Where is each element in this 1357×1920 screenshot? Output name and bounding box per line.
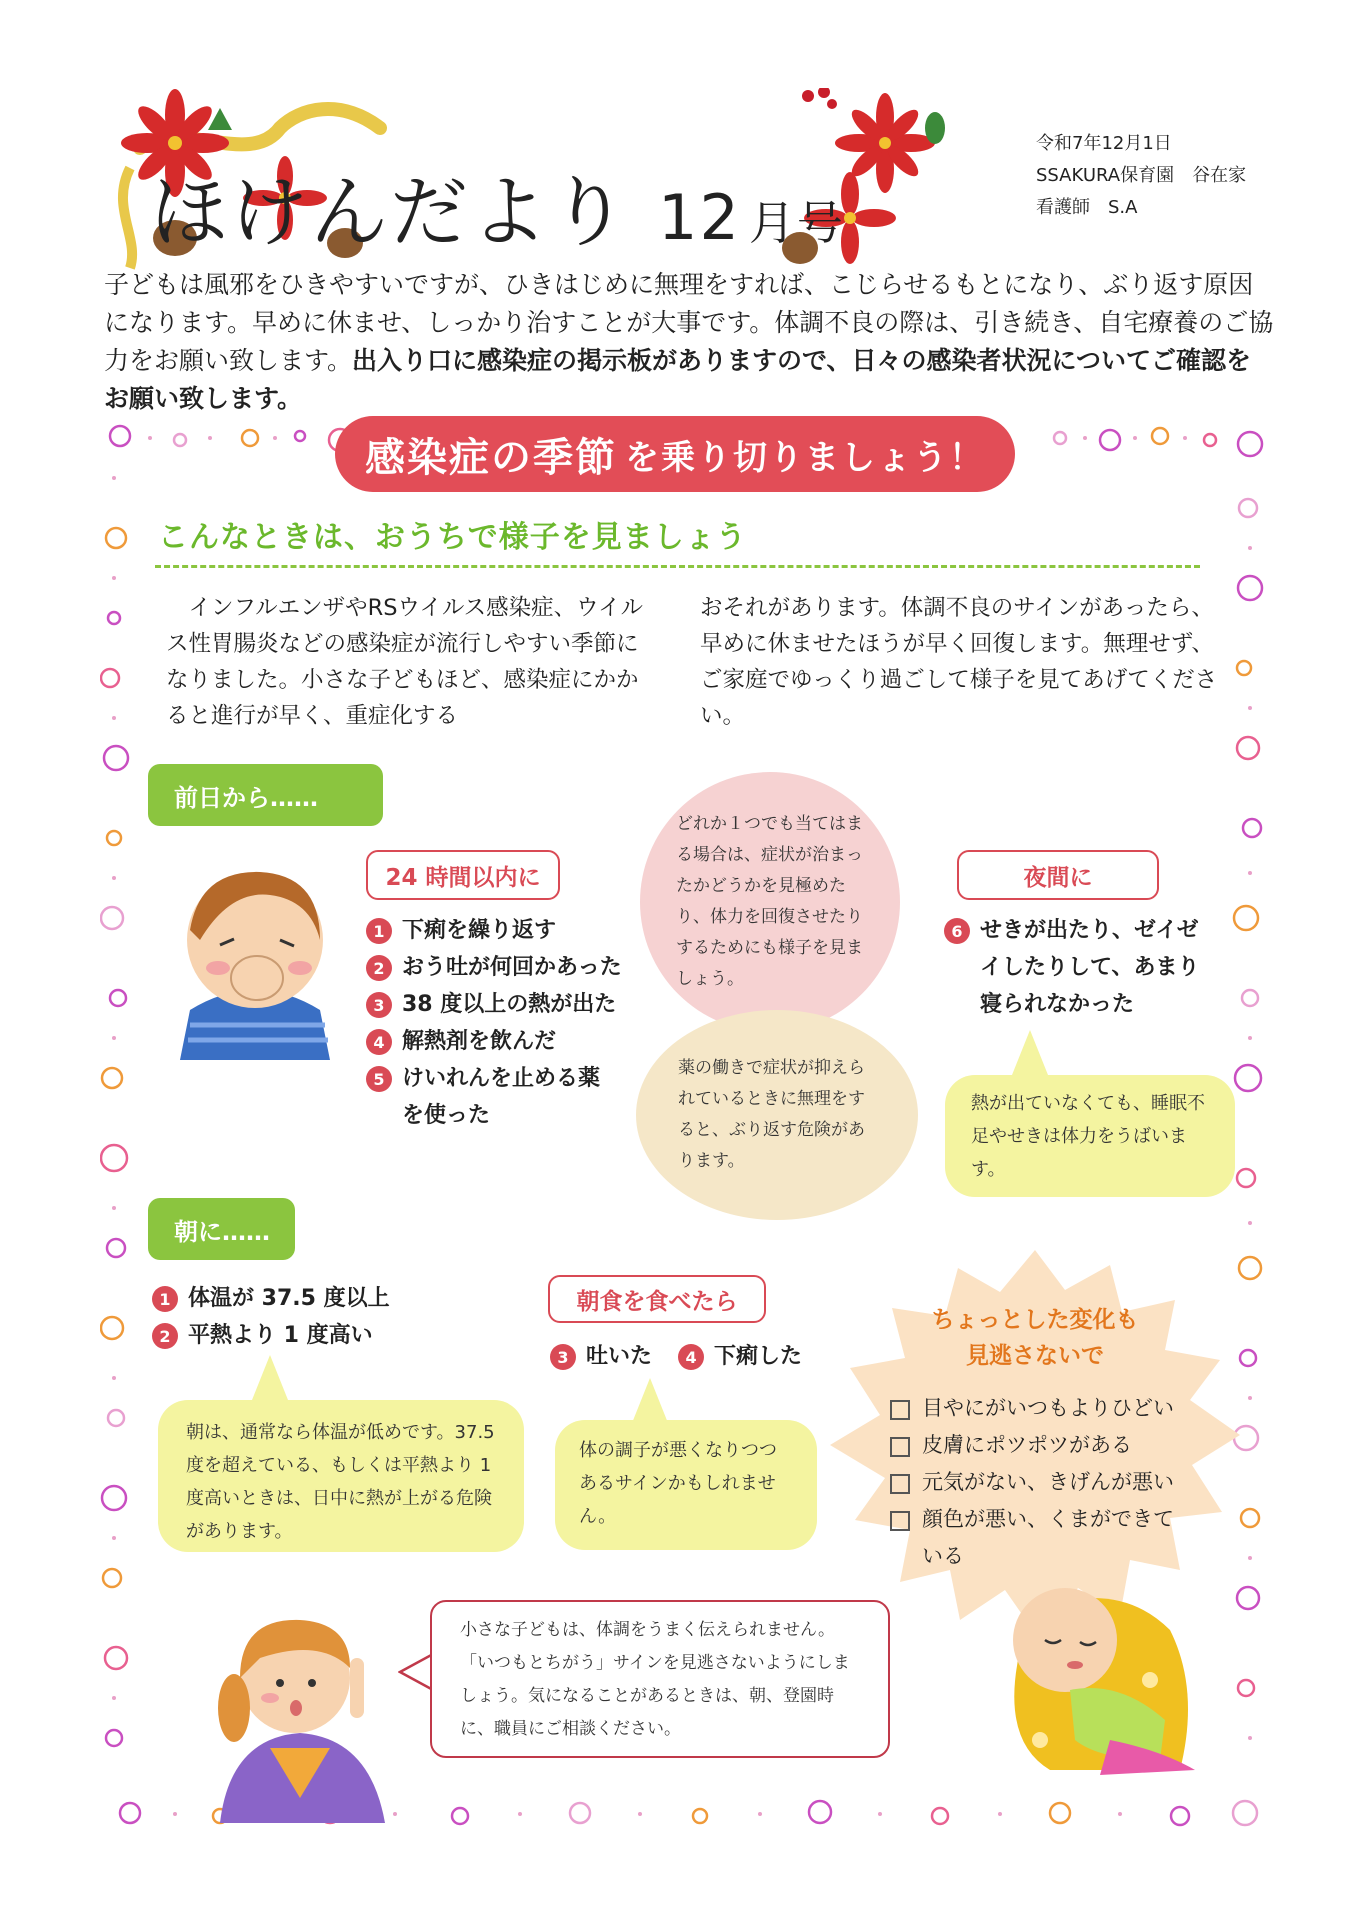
list-item — [152, 1317, 472, 1354]
footer-note: 小さな子どもは、体調をうまく伝えられません。「いつもとちがう」サインを見逃さないようにしましょう。気になることがあるときは、朝、登園時に、職員にご相談ください。 — [430, 1600, 890, 1758]
intro-plain: 子どもは風邪をひきやすいですが、ひきはじめに無理をすれば、こじらせるもとになり、ぶり返す原因になります。早めに休ませ、しっかり治すことが大事です。体調不良の際は、引き続き、自宅療養のご協力をお願い致します。 — [104, 270, 1274, 375]
box-breakfast: 朝食を食べたら — [548, 1275, 766, 1323]
header-meta — [1036, 128, 1246, 224]
list-item-text: けいれんを止める薬を使った — [402, 1066, 601, 1128]
nurse-illustration — [200, 1598, 410, 1823]
number-badge: 4 — [366, 1029, 392, 1055]
number-badge: 6 — [944, 918, 970, 944]
info-circle-pink — [640, 772, 900, 1032]
list-item — [366, 1023, 656, 1060]
checkbox-icon — [890, 1511, 910, 1531]
intro-bold: 出入り口に感染症の掲示板がありますので、日々の感染者状況についてご確認をお願い致します。 — [104, 346, 1252, 413]
list-item-text: おう吐が何回かあった — [402, 955, 622, 980]
label-morning: 朝に…… — [148, 1198, 295, 1260]
list-item-text: 下痢した — [714, 1344, 803, 1369]
list-item-text: 解熱剤を飲んだ — [402, 1029, 557, 1054]
season-banner — [335, 416, 1015, 492]
list-item — [366, 949, 656, 986]
list-item — [944, 912, 1214, 1023]
info-circle-pink-text: どれか１つでも当てはまる場合は、症状が治まったかどうかを見極めたり、体力を回復させたりするためにも様子を見ましょう。 — [676, 814, 863, 989]
night-list — [944, 912, 1214, 1023]
morning-bubble: 朝は、通常なら体温が低めです。37.5 度を超えている、もしくは平熱より 1 度高いときは、日中に熱が上がる危険があります。 — [158, 1400, 524, 1552]
list-item-text: 体温が 37.5 度以上 — [188, 1286, 390, 1311]
list-item-text: 下痢を繰り返す — [402, 918, 557, 943]
section-subheading: こんなときは、おうちで様子を見ましょう — [158, 520, 747, 555]
checklist-item-text: 元気がない、きげんが悪い — [922, 1470, 1174, 1494]
title-main: ほけんだより — [150, 168, 631, 258]
number-badge: 2 — [366, 955, 392, 981]
box-night: 夜間に — [957, 850, 1159, 900]
list-item — [152, 1280, 472, 1317]
banner-main: 感染症の季節 — [365, 434, 617, 481]
checkbox-icon — [890, 1474, 910, 1494]
checklist-title-line2: 見逃さないで — [966, 1343, 1104, 1369]
info-circle-beige — [636, 1010, 918, 1220]
sleeping-baby-illustration — [980, 1570, 1210, 1780]
list-item-text: 吐いた — [586, 1344, 653, 1369]
checklist-item-text: 顔色が悪い、くまができている — [922, 1507, 1174, 1568]
intro-text — [104, 266, 1274, 418]
list-item-text: 38 度以上の熱が出た — [402, 992, 617, 1017]
banner-rest: を乗り切りましょう！ — [625, 437, 985, 478]
newsletter-title — [150, 150, 845, 262]
list-item — [366, 912, 656, 949]
breakfast-list — [550, 1338, 802, 1375]
paragraph-right: おそれがあります。体調不良のサインがあったら、早めに休ませたほうが早く回復します。無理せず、ご家庭でゆっくり過ごして様子を見てあげてください。 — [700, 595, 1218, 729]
title-number: 12 — [658, 181, 741, 254]
bubble-tail — [1000, 1030, 1060, 1080]
bubble-tail — [240, 1355, 300, 1405]
list-item — [678, 1338, 802, 1375]
prev-day-list — [366, 912, 656, 1134]
checklist-title — [880, 1302, 1190, 1374]
list-item — [366, 1060, 606, 1134]
dashed-divider — [155, 565, 1200, 568]
checklist-item-text: 皮膚にポツポツがある — [922, 1433, 1132, 1457]
checklist-item-text: 目やにがいつもよりひどい — [922, 1396, 1174, 1420]
list-item — [550, 1338, 652, 1375]
breakfast-bubble: 体の調子が悪くなりつつあるサインかもしれません。 — [555, 1420, 817, 1550]
coughing-child-illustration — [160, 860, 350, 1060]
checklist-item — [890, 1464, 1210, 1501]
list-item-text: 平熱より 1 度高い — [188, 1323, 373, 1348]
checkbox-icon — [890, 1437, 910, 1457]
number-badge: 1 — [152, 1286, 178, 1312]
number-badge: 4 — [678, 1344, 704, 1370]
author: 看護師 S.A — [1036, 197, 1138, 218]
issue-date: 令和7年12月1日 — [1036, 133, 1172, 154]
checklist-item — [890, 1390, 1210, 1427]
checklist-item — [890, 1427, 1210, 1464]
number-badge: 1 — [366, 918, 392, 944]
number-badge: 3 — [550, 1344, 576, 1370]
label-prev-day: 前日から…… — [148, 764, 383, 826]
checkbox-icon — [890, 1400, 910, 1420]
checklist-title-line1: ちょっとした変化も — [931, 1307, 1139, 1333]
list-item — [366, 986, 656, 1023]
school-name: SSAKURA保育園 谷在家 — [1036, 165, 1247, 186]
number-badge: 2 — [152, 1323, 178, 1349]
paragraph-left: インフルエンザやRSウイルス感染症、ウイルス性胃腸炎などの感染症が流行しやすい季節になりました。小さな子どもほど、感染症にかかると進行が早く、重症化する — [166, 595, 643, 729]
info-circle-beige-text: 薬の働きで症状が抑えられているときに無理をすると、ぶり返す危険があります。 — [678, 1058, 865, 1171]
number-badge: 3 — [366, 992, 392, 1018]
list-item-text: せきが出たり、ゼイゼイしたりして、あまり寝られなかった — [980, 918, 1200, 1017]
checklist — [890, 1390, 1210, 1575]
title-suffix: 月号 — [748, 196, 845, 250]
night-bubble: 熱が出ていなくても、睡眠不足やせきは体力をうばいます。 — [945, 1075, 1235, 1197]
number-badge: 5 — [366, 1066, 392, 1092]
box-24-hours: 24 時間以内に — [366, 850, 560, 900]
checklist-item — [890, 1501, 1185, 1575]
morning-list — [152, 1280, 472, 1354]
